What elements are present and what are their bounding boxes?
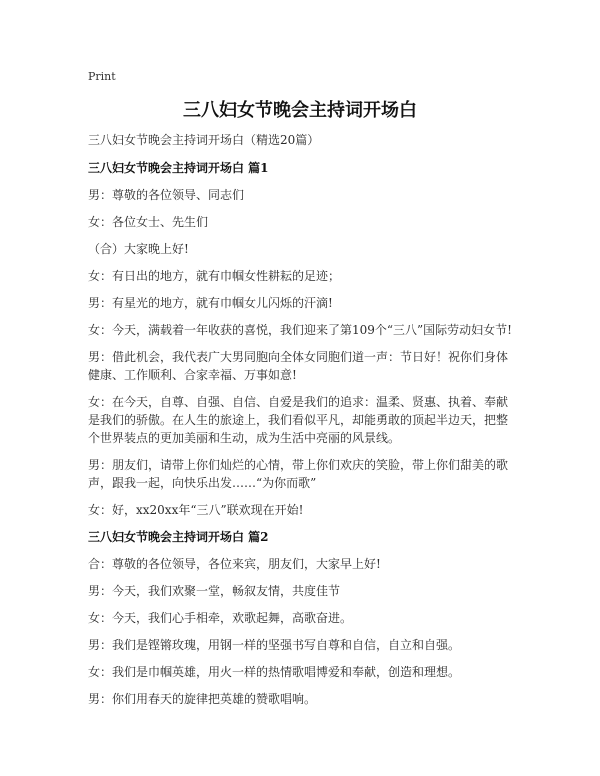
paragraph: 男：有星光的地方，就有巾帼女儿闪烁的汗滴!: [88, 296, 333, 310]
paragraph: 女：我们是巾帼英雄，用火一样的热情歌唱博爱和奉献，创造和理想。: [88, 665, 461, 679]
paragraph: 女：在今天，自尊、自强、自信、自爱是我们的追求：温柔、贤惠、执着、奉献是我们的骄傲。在人生的旅途上，我们看似平凡，却能勇敢的顶起半边天，把整个世界装点的更加美丽和生动，成为生活中亮丽的风景线。: [88, 395, 509, 445]
print-link[interactable]: Print: [88, 70, 116, 83]
paragraph: 男：你们用春天的旋律把英雄的赞歌唱响。: [88, 692, 317, 706]
page-title: 三八妇女节晚会主持词开场白: [183, 100, 417, 121]
paragraph: 男：尊敬的各位领导、同志们: [88, 188, 245, 202]
section-heading-2: 三八妇女节晚会主持词开场白 篇2: [88, 530, 269, 544]
paragraph: 合：尊敬的各位领导，各位来宾，朋友们，大家早上好!: [88, 557, 381, 571]
paragraph: 男：今天，我们欢聚一堂，畅叙友情，共度佳节: [88, 584, 341, 598]
paragraph: 女：有日出的地方，就有巾帼女性耕耘的足迹；: [88, 269, 341, 283]
paragraph: 女：好，xx20xx年“三八”联欢现在开始!: [88, 503, 304, 517]
paragraph: 女：今天，满载着一年收获的喜悦，我们迎来了第109个“三八”国际劳动妇女节!: [88, 323, 512, 337]
paragraph: 女：各位女士、先生们: [88, 215, 209, 229]
paragraph: 男：我们是铿锵玫瑰，用钢一样的坚强书写自尊和自信，自立和自强。: [88, 638, 461, 652]
subtitle: 三八妇女节晚会主持词开场白（精选20篇）: [88, 133, 320, 147]
paragraph: 男：借此机会，我代表广大男同胞向全体女同胞们道一声：节日好！祝你们身体健康、工作顺利、合家幸福、万事如意!: [88, 350, 509, 382]
paragraph: （合）大家晚上好!: [88, 242, 189, 256]
section-heading-1: 三八妇女节晚会主持词开场白 篇1: [88, 161, 269, 175]
paragraph: 男：朋友们，请带上你们灿烂的心情，带上你们欢庆的笑脸，带上你们甜美的歌声，跟我一起，向快乐出发……“为你而歌”: [88, 458, 509, 490]
paragraph: 女：今天，我们心手相牵，欢歌起舞，高歌奋进。: [88, 611, 353, 625]
